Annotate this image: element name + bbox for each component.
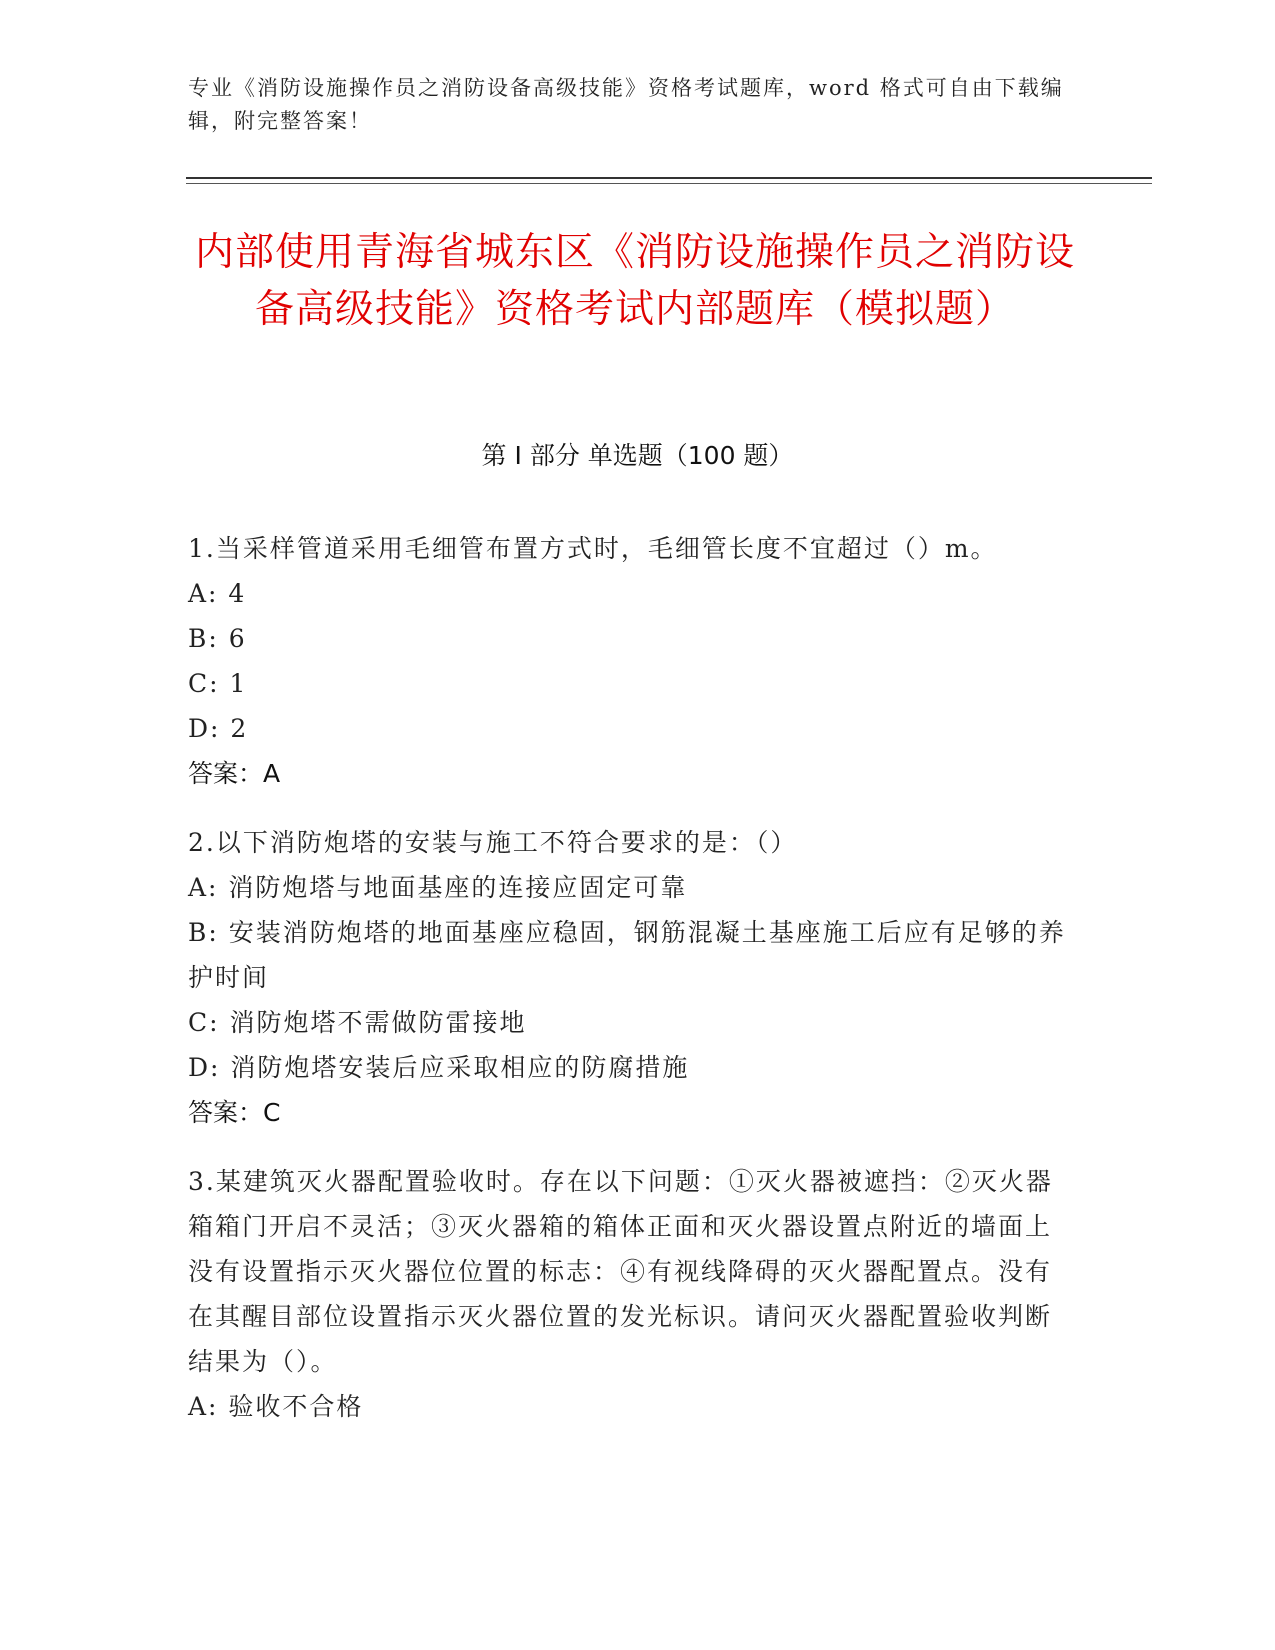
section-heading: 第 I 部分 单选题（100 题） [481,441,794,470]
question-stem: 1.当采样管道采用毛细管布置方式时，毛细管长度不宜超过（）m。 [188,534,998,563]
header-divider-thin [186,183,1152,184]
option-b: B: 安装消防炮塔的地面基座应稳固，钢筋混凝土基座施工后应有足够的养护时间 [188,918,1066,992]
option-a: A: 验收不合格 [188,1392,364,1421]
question-list [188,526,1068,1453]
option-a: A: 4 [188,579,247,608]
header-divider-thick [186,177,1152,179]
header-note: 专业《消防设施操作员之消防设备高级技能》资格考试题库，word 格式可自由下载编辑，附完整答案！ [188,76,1064,133]
question-stem: 3.某建筑灭火器配置验收时。存在以下问题：①灭火器被遮挡：②灭火器箱箱门开启不灵活；③灭火器箱的箱体正面和灭火器设置点附近的墙面上没有设置指示灭火器位位置的标志：④有视线降碍的灭火器配置点。没有在其醒目部位设置指示灭火器位置的发光标识。请问灭火器配置验收判断结果为（）。 [188,1167,1053,1376]
document-title: 内部使用青海省城东区《消防设施操作员之消防设备高级技能》资格考试内部题库（模拟题） [194,230,1075,332]
option-b: B: 6 [188,624,247,653]
question-1 [188,526,1068,796]
question-3 [188,1159,1068,1429]
answer: 答案：A [188,759,281,788]
option-c: C: 1 [188,669,248,698]
question-2 [188,820,1068,1135]
option-a: A: 消防炮塔与地面基座的连接应固定可靠 [188,873,688,902]
answer: 答案：C [188,1098,281,1127]
option-d: D: 消防炮塔安装后应采取相应的防腐措施 [188,1053,690,1082]
question-stem: 2.以下消防炮塔的安装与施工不符合要求的是：（） [188,828,798,857]
option-c: C: 消防炮塔不需做防雷接地 [188,1008,527,1037]
option-d: D: 2 [188,714,249,743]
